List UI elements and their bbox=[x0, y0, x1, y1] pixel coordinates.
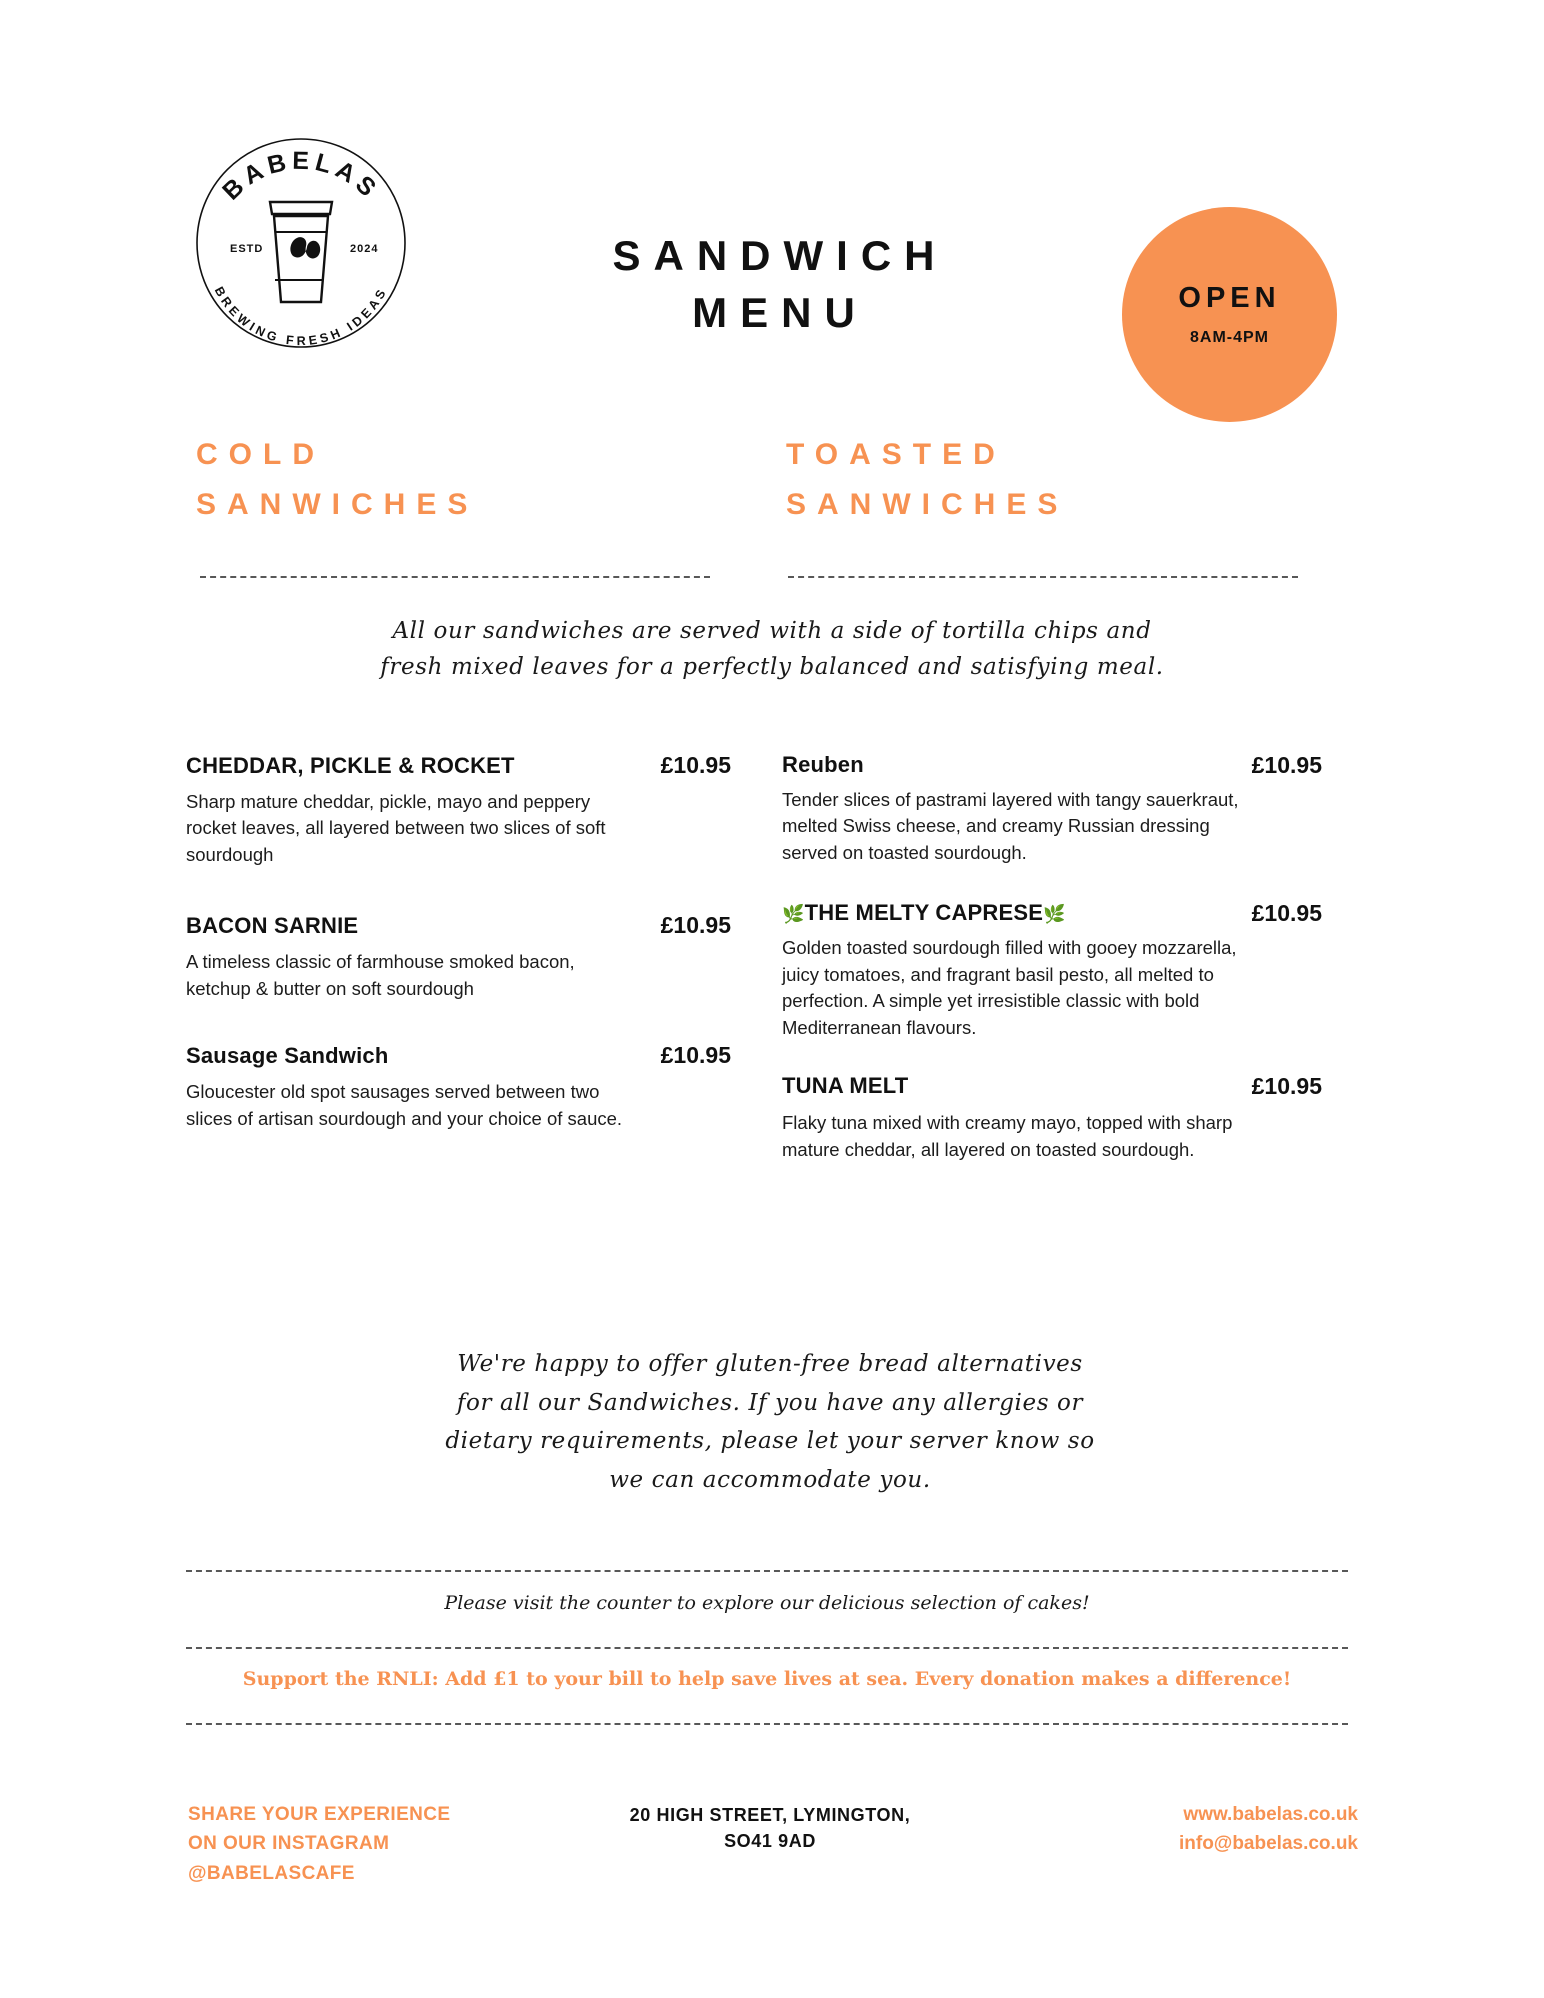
menu-item-name: TUNA MELT bbox=[782, 1073, 909, 1099]
menu-item-header bbox=[782, 900, 1322, 927]
leaf-icon: 🌿 bbox=[1043, 904, 1066, 925]
menu-item-description: Flaky tuna mixed with creamy mayo, topped with sharp mature cheddar, all layered on toasted sourdough. bbox=[782, 1112, 1233, 1160]
toasted-heading-line-1: TOASTED bbox=[786, 438, 1006, 471]
website-link[interactable]: www.babelas.co.uk bbox=[1183, 1804, 1358, 1825]
menu-item-name: BACON SARNIE bbox=[186, 913, 359, 939]
counter-note: Please visit the counter to explore our delicious selection of cakes! bbox=[444, 1592, 1090, 1614]
divider-cold bbox=[200, 575, 710, 578]
leaf-icon: 🌿 bbox=[782, 904, 805, 925]
menu-item-description: Tender slices of pastrami layered with tangy sauerkraut, melted Swiss cheese, and creamy Russian dressing served on toasted sourdough. bbox=[782, 789, 1239, 863]
menu-item bbox=[782, 900, 1322, 1041]
gluten-free-note: We're happy to offer gluten-free bread alternatives for all our Sandwiches. If you have any allergies or dietary requirements, please let your server know so we can accommodate you. bbox=[445, 1351, 1095, 1493]
menu-item-header bbox=[782, 1073, 1322, 1100]
svg-text:2024: 2024 bbox=[350, 243, 379, 255]
menu-item-price: £10.95 bbox=[660, 752, 731, 778]
divider-toasted bbox=[788, 575, 1298, 578]
cold-sandwich-list bbox=[186, 752, 731, 1158]
cold-heading-line-1: COLD bbox=[196, 438, 325, 471]
babelas-logo bbox=[186, 128, 416, 358]
email-link[interactable]: info@babelas.co.uk bbox=[1178, 1833, 1358, 1855]
open-badge bbox=[1122, 207, 1337, 422]
menu-item-price: £10.95 bbox=[660, 1042, 731, 1069]
svg-text:BABELAS: BABELAS bbox=[217, 146, 385, 206]
menu-item bbox=[186, 1042, 731, 1132]
social-block bbox=[188, 1800, 451, 1888]
address-block bbox=[520, 1802, 1020, 1854]
contact-block bbox=[1179, 1800, 1358, 1859]
menu-item-name: CHEDDAR, PICKLE & ROCKET bbox=[186, 753, 515, 778]
open-badge-hours: 8AM-4PM bbox=[1189, 329, 1269, 346]
social-line-1: SHARE YOUR EXPERIENCE bbox=[188, 1804, 451, 1825]
title-line-1: SANDWICH bbox=[612, 232, 948, 279]
menu-item-price: £10.95 bbox=[1251, 900, 1322, 927]
title-line-2: MENU bbox=[692, 288, 868, 336]
menu-item-description: Golden toasted sourdough filled with gooey mozzarella, juicy tomatoes, and fragrant basil pesto, all melted to perfection. A simple yet irresistible classic with bold Mediterranean flavours. bbox=[782, 937, 1237, 1038]
section-heading-cold bbox=[196, 430, 478, 529]
intro-note: All our sandwiches are served with a side of tortilla chips and fresh mixed leaves for a perfectly balanced and satisfying meal. bbox=[380, 618, 1164, 680]
menu-item bbox=[782, 752, 1322, 866]
menu-item-name bbox=[782, 900, 1066, 926]
menu-item bbox=[186, 752, 731, 868]
menu-item-description: Sharp mature cheddar, pickle, mayo and peppery rocket leaves, all layered between two slices of soft sourdough bbox=[186, 791, 606, 865]
address-line-2: SO41 9AD bbox=[724, 1831, 816, 1852]
cold-heading-line-2: SANWICHES bbox=[196, 487, 479, 521]
menu-item-description: A timeless classic of farmhouse smoked bacon, ketchup & butter on soft sourdough bbox=[186, 951, 575, 999]
divider-footer-mid bbox=[186, 1647, 1348, 1649]
toasted-heading-line-2: SANWICHES bbox=[786, 487, 1069, 521]
social-line-2: ON OUR INSTAGRAM bbox=[188, 1833, 390, 1855]
menu-item-name: Sausage Sandwich bbox=[186, 1043, 389, 1069]
address-line-1: 20 HIGH STREET, LYMINGTON, bbox=[629, 1805, 911, 1825]
menu-item-name: Reuben bbox=[782, 752, 864, 777]
divider-footer-bottom bbox=[186, 1723, 1348, 1725]
menu-item-description: Gloucester old spot sausages served between two slices of artisan sourdough and your choice of sauce. bbox=[186, 1081, 623, 1129]
instagram-handle[interactable]: @BABELASCAFE bbox=[188, 1862, 355, 1884]
menu-item-name-text: THE MELTY CAPRESE bbox=[804, 900, 1044, 926]
menu-item bbox=[186, 912, 731, 1002]
page-title bbox=[470, 228, 1090, 341]
menu-item-header bbox=[186, 752, 731, 779]
menu-item-header bbox=[186, 912, 731, 939]
menu-item-header bbox=[782, 752, 1322, 779]
divider-footer-top bbox=[186, 1570, 1348, 1572]
menu-item-price: £10.95 bbox=[660, 912, 731, 939]
rnli-note: Support the RNLI: Add £1 to your bill to help save lives at sea. Every donation makes a difference! bbox=[242, 1668, 1292, 1690]
toasted-sandwich-list bbox=[782, 752, 1322, 1189]
menu-item-header bbox=[186, 1042, 731, 1069]
svg-text:ESTD: ESTD bbox=[230, 243, 264, 255]
menu-item-price: £10.95 bbox=[1251, 1073, 1322, 1100]
menu-item-price: £10.95 bbox=[1251, 752, 1322, 778]
menu-item bbox=[782, 1073, 1322, 1163]
section-heading-toasted bbox=[786, 430, 1068, 529]
svg-text:BREWING FRESH IDEAS: BREWING FRESH IDEAS bbox=[211, 284, 391, 349]
open-badge-label: OPEN bbox=[1178, 282, 1281, 314]
